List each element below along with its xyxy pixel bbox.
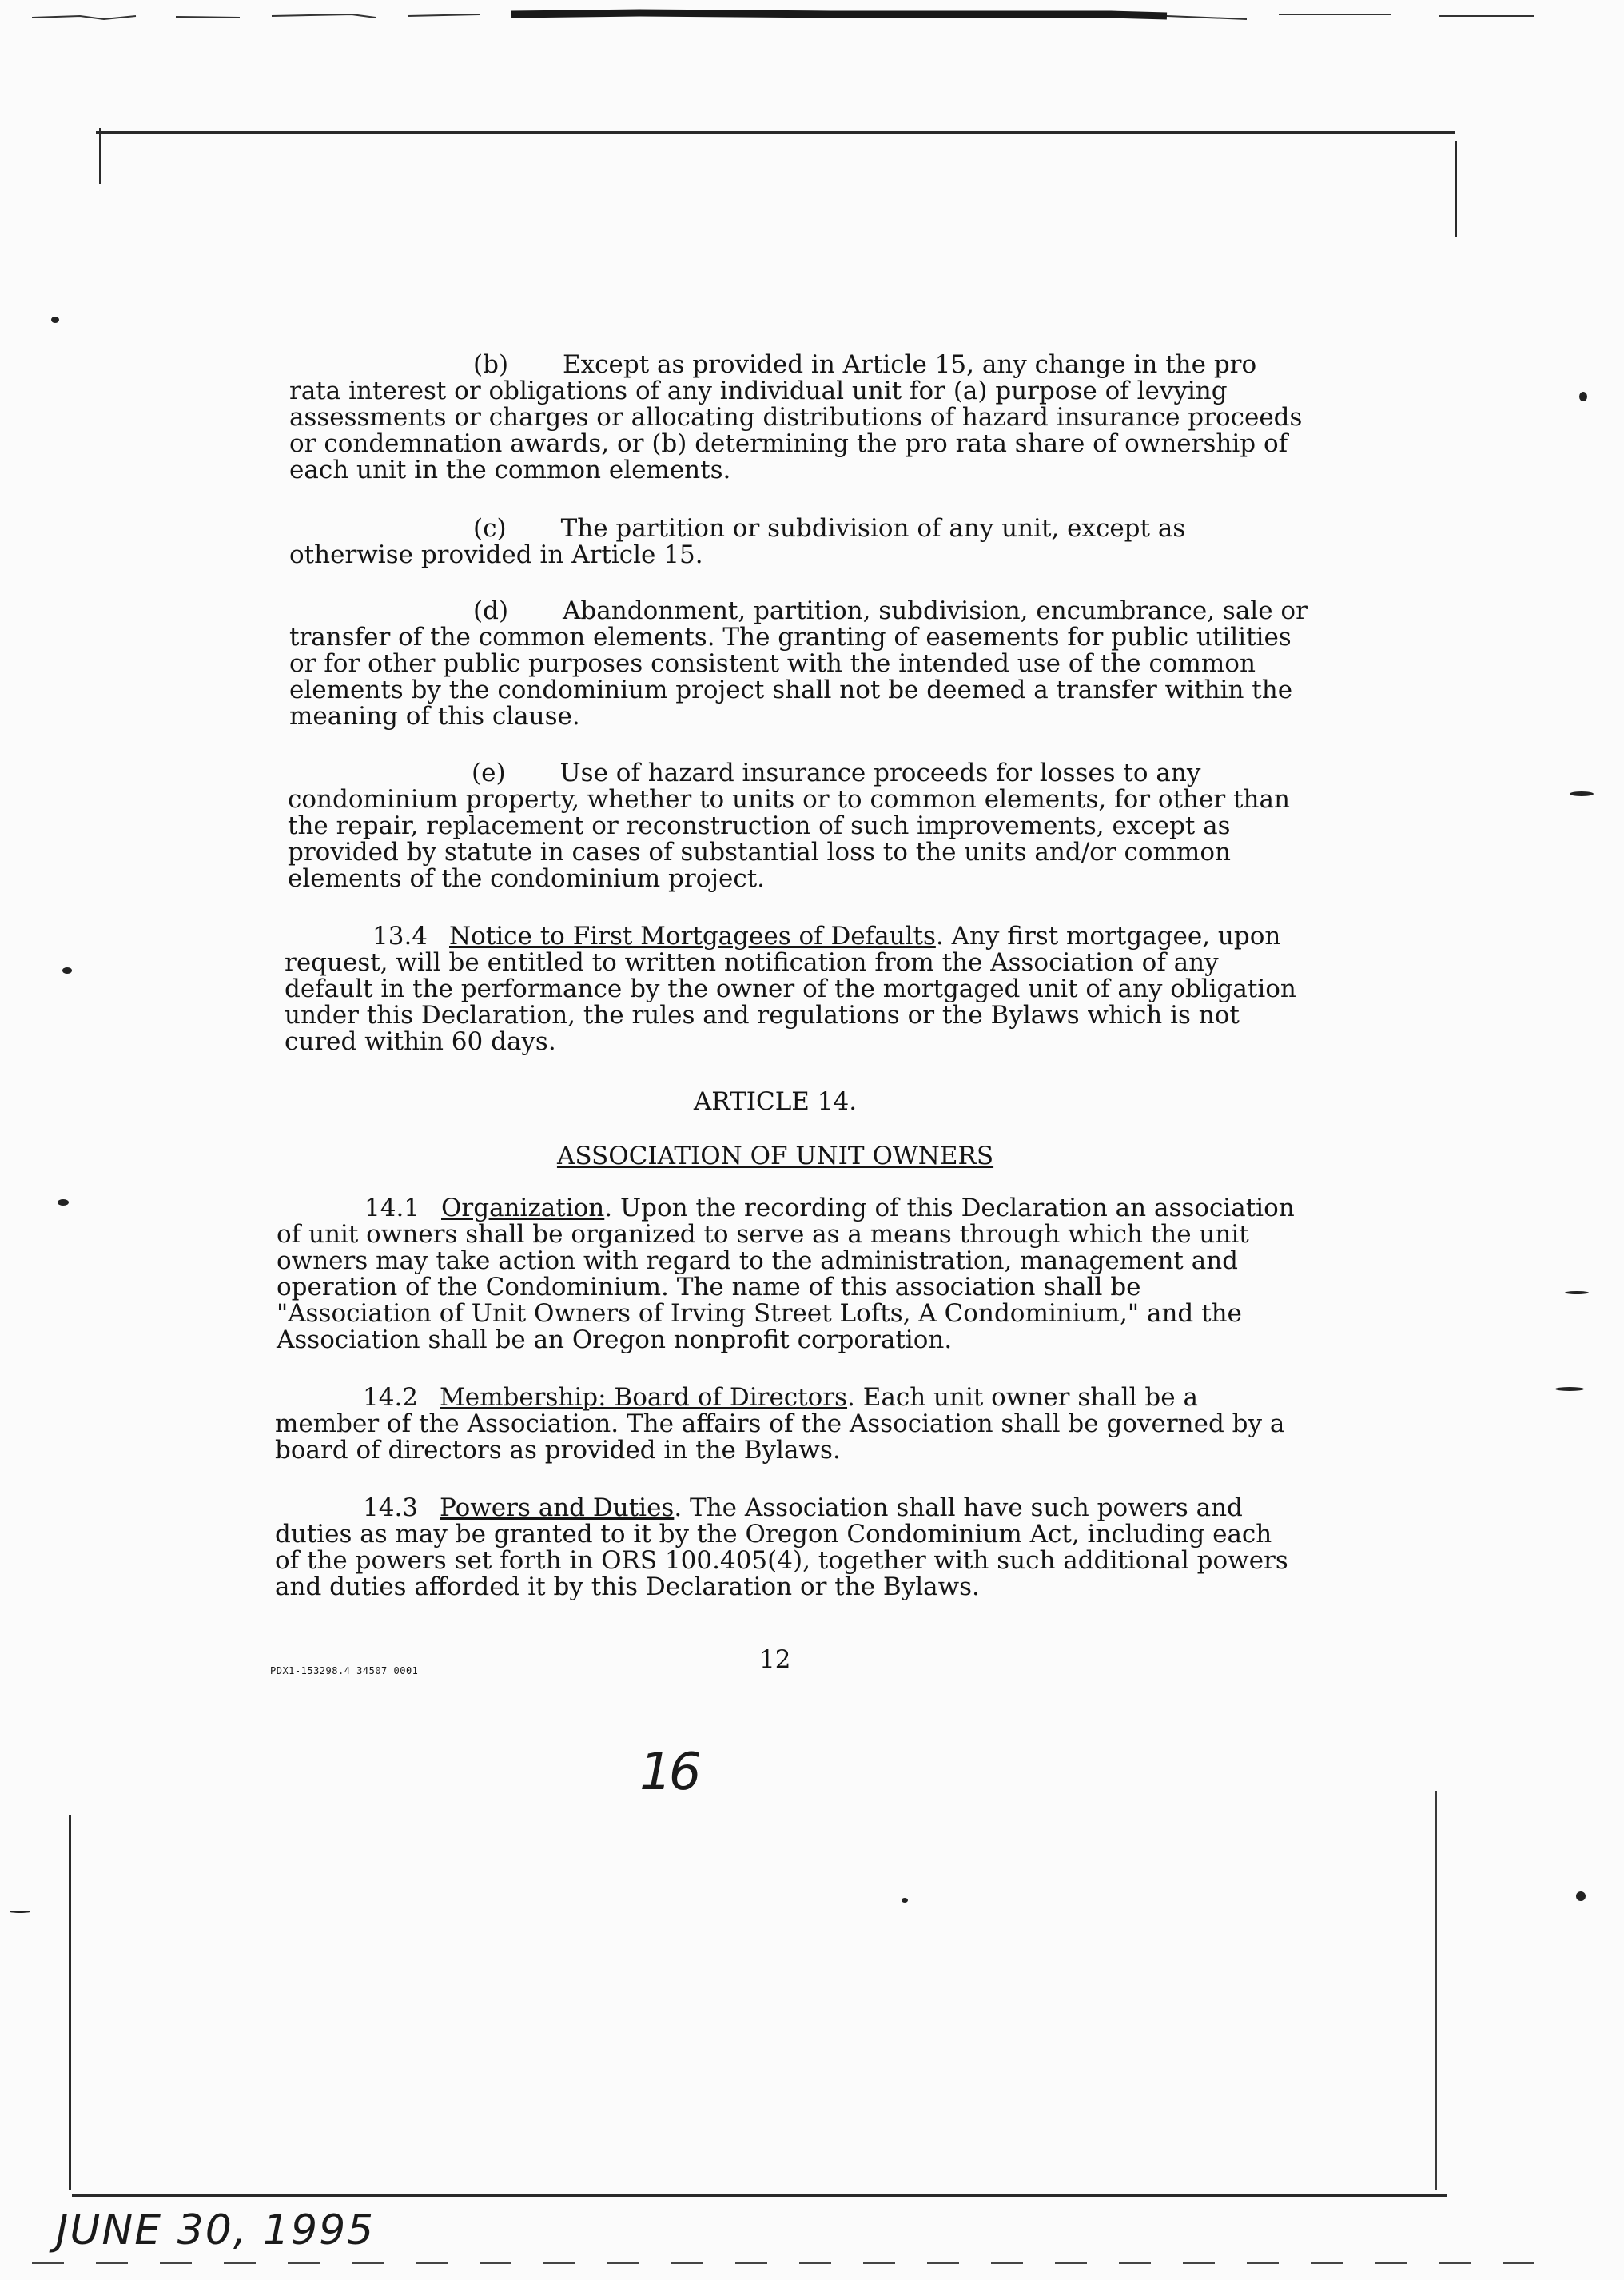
scan-speck (902, 1898, 908, 1903)
frame-right-line (1455, 141, 1457, 237)
section-14-2-body: of the Association. The affairs of the Association shall be governed by a board of directors as provided in the Bylaws. (275, 1409, 1285, 1465)
section-14-1-title: Organization (441, 1194, 605, 1222)
section-14-3-title: Powers and Duties (440, 1493, 675, 1522)
section-14-1-body: of unit owners shall be organized to serve as a means through which the unit owners may take action with regard to the administration, management and operation of the Condominium. The name of this association shall be "Association of Unit Owners of Irving Street Lofts, A Condominium," and the Association shall be an Oregon nonprofit corporation. (277, 1220, 1249, 1354)
section-14-3-body: duties as may be granted to it by the Oregon Condominium Act, including each of the powers set forth in ORS 100.405(4), together with such additional powers and duties afforded it by this Declaration or the Bylaws. (275, 1520, 1288, 1601)
paragraph-b-first-line: Except as provided in Article 15, any change in the pro rata (289, 350, 1257, 405)
section-14-1 (277, 1195, 1300, 1353)
scan-speck (1570, 791, 1594, 796)
paragraph-b (289, 352, 1312, 484)
scan-bottom-dashes (32, 2262, 1550, 2264)
section-13-4-body: request, will be entitled to written notification from the Association of any default in the performance by the owner of the mortgaged unit of any obligation under this Declaration, the rules and regulations or the Bylaws which is not cured within 60 days. (285, 948, 1296, 1056)
handwritten-date: JUNE 30, 1995 (56, 2206, 376, 2254)
paragraph-c-label: (c) (473, 514, 507, 543)
scan-speck (1576, 1891, 1586, 1901)
article-number: ARTICLE 14. (693, 1087, 858, 1116)
page-number: 12 (759, 1645, 791, 1674)
paragraph-b-label: (b) (473, 350, 509, 379)
paragraph-e (288, 760, 1311, 892)
section-14-2-title: Membership: Board of Directors (440, 1383, 848, 1412)
section-13-4-first-line: . Any first mortgagee, upon (935, 922, 1281, 951)
paragraph-c-first-line: The partition or subdivision of any unit, except as otherwise (289, 514, 1186, 569)
section-14-3-first-line: . The Association shall have such powers and (674, 1493, 1243, 1522)
scan-speck (1555, 1387, 1584, 1391)
section-13-4-number: 13.4 (372, 922, 428, 951)
frame-left-bottom-line (69, 1815, 71, 2190)
scan-speck (1579, 392, 1587, 401)
frame-bottom-line (72, 2194, 1447, 2197)
handwritten-page-mark: 16 (639, 1743, 699, 1802)
paragraph-d-label: (d) (473, 596, 509, 625)
footer-document-code: PDX1-153298.4 34507 0001 (270, 1665, 419, 1676)
frame-right-bottom-line (1435, 1791, 1437, 2190)
paragraph-b-body: interest or obligations of any individual unit for (a) purpose of levying assessments or charges or allocating distributions of hazard insurance proceeds or condemnation awards, or (b) determining the pro rata share of ownership of each unit in the common elements. (289, 377, 1303, 484)
scan-speck (1565, 1291, 1589, 1294)
paragraph-d-first-line: Abandonment, partition, subdivision, encumbrance, sale or (563, 596, 1308, 625)
article-title: ASSOCIATION OF UNIT OWNERS (556, 1142, 994, 1170)
scan-speck (10, 1911, 30, 1913)
paragraph-c-body: provided in Article 15. (420, 540, 703, 569)
section-13-4 (285, 923, 1308, 1055)
scan-speck (51, 317, 59, 323)
paragraph-e-body: condominium property, whether to units or to common elements, for other than the repair, replacement or reconstruction of such improvements, except as provided by statute in cases of substantial loss to the units and/or common elements of the condominium project. (288, 785, 1290, 893)
section-13-4-title: Notice to First Mortgagees of Defaults (449, 922, 936, 951)
frame-top-line (96, 131, 1455, 134)
paragraph-e-label: (e) (472, 759, 506, 787)
section-14-3-number: 14.3 (363, 1493, 419, 1522)
paragraph-c (289, 516, 1312, 568)
section-14-2 (275, 1385, 1298, 1464)
section-14-3 (275, 1495, 1298, 1600)
scan-speck (58, 1199, 69, 1206)
section-14-2-number: 14.2 (363, 1383, 419, 1412)
paragraph-e-first-line: Use of hazard insurance proceeds for losses to any (559, 759, 1201, 787)
frame-left-line (99, 128, 102, 184)
section-14-1-first-line: . Upon the recording of this Declaration an association (604, 1194, 1295, 1222)
section-14-2-first-line: . Each unit owner shall be a member (275, 1383, 1198, 1438)
paragraph-d-body: transfer of the common elements. The granting of easements for public utilities or for other public purposes consistent with the intended use of the common elements by the condominium project shall not be deemed a transfer within the meaning of this clause. (289, 623, 1293, 731)
scan-speck (62, 967, 72, 974)
paragraph-d (289, 598, 1312, 730)
section-14-1-number: 14.1 (364, 1194, 420, 1222)
scan-top-streak (32, 6, 1550, 24)
